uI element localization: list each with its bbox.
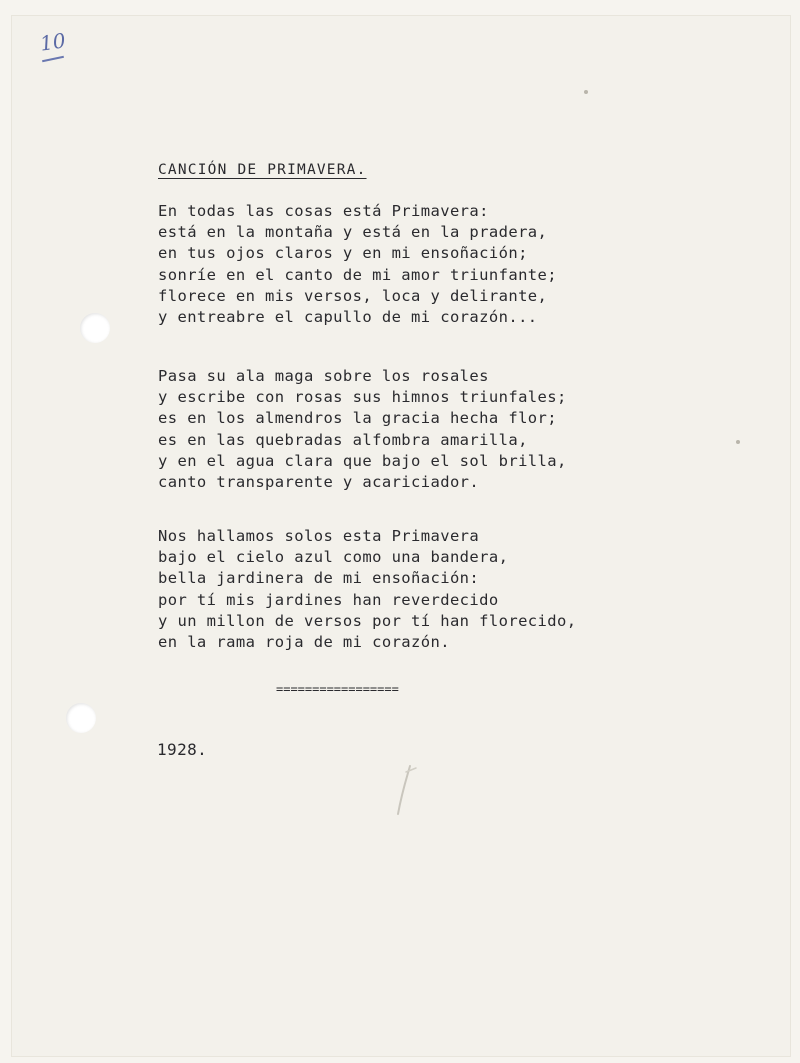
- stanza-3: [158, 526, 576, 653]
- poem-line: sonríe en el canto de mi amor triunfante;: [158, 265, 558, 284]
- stanza-2: [158, 366, 567, 493]
- poem-line: Pasa su ala maga sobre los rosales: [158, 367, 489, 385]
- poem-line: bella jardinera de mi ensoñación:: [158, 569, 480, 588]
- poem-line: y entreabre el capullo de mi corazón...: [158, 307, 538, 326]
- poem-line: y en el agua clara que bajo el sol brilla,: [158, 451, 567, 470]
- poem-line: Nos hallamos solos esta Primavera: [158, 527, 480, 545]
- section-separator: =================: [276, 682, 399, 696]
- poem-line: es en los almendros la gracia hecha flor;: [158, 409, 558, 428]
- poem-line: por tí mis jardines han reverdecido: [158, 590, 499, 609]
- stanza-1: [158, 201, 557, 328]
- poem-line: en la rama roja de mi corazón.: [158, 632, 450, 651]
- punch-hole: [66, 703, 96, 733]
- poem-line: en tus ojos claros y en mi ensoñación;: [158, 244, 528, 263]
- poem-line: y escribe con rosas sus himnos triunfales;: [158, 388, 567, 407]
- poem-year: 1928.: [157, 740, 208, 759]
- poem-line: florece en mis versos, loca y delirante,: [158, 286, 548, 305]
- poem-line: es en las quebradas alfombra amarilla,: [158, 430, 528, 449]
- poem-line: bajo el cielo azul como una bandera,: [158, 548, 509, 567]
- poem-line: está en la montaña y está en la pradera,: [158, 223, 548, 242]
- poem-line: y un millon de versos por tí han florecido,: [158, 611, 577, 630]
- paper-speck: [584, 90, 588, 94]
- poem-line: canto transparente y acariciador.: [158, 472, 480, 491]
- poem-line: En todas las cosas está Primavera:: [158, 202, 489, 220]
- handwritten-page-number: 10: [38, 28, 67, 56]
- ink-stroke-mark: [392, 762, 422, 822]
- paper-speck: [736, 440, 740, 444]
- punch-hole: [80, 313, 110, 343]
- poem-title: CANCIÓN DE PRIMAVERA.: [158, 162, 367, 178]
